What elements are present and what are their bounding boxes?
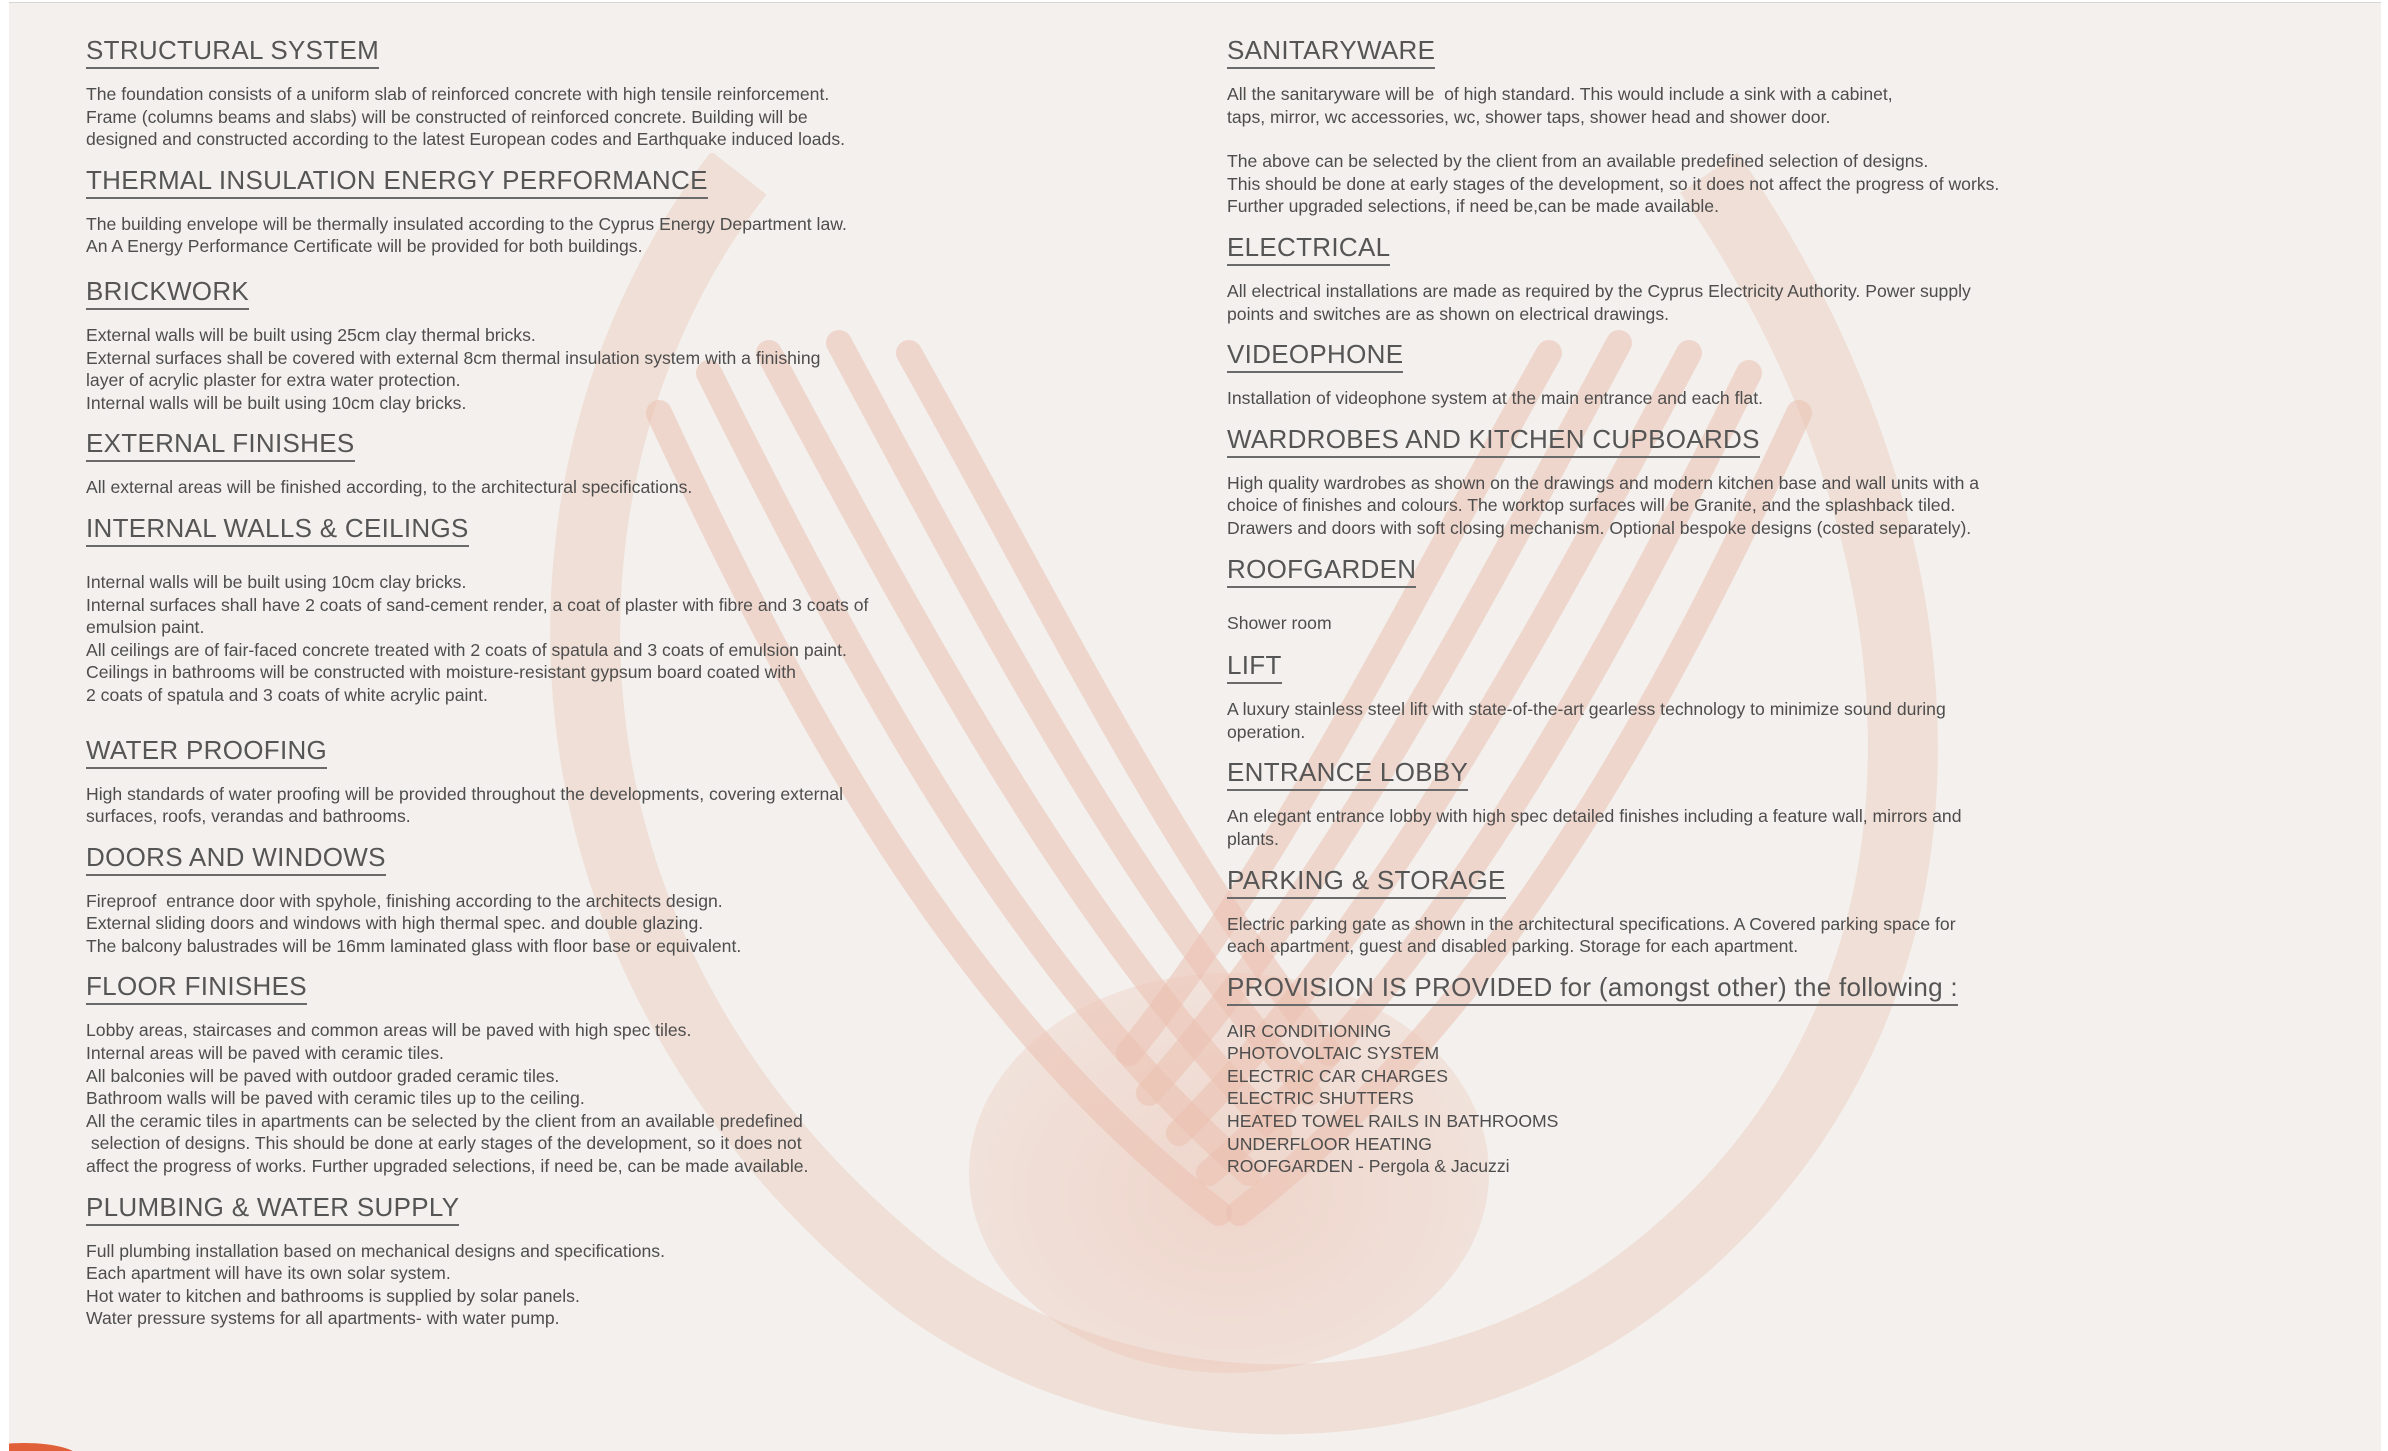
body-line: Ceilings in bathrooms will be constructed with moisture-resistant gypsum board coated with	[86, 662, 796, 683]
section-heading: FLOOR FINISHES	[86, 969, 307, 1005]
body-line: The foundation consists of a uniform slab of reinforced concrete with high tensile reinforcement.	[86, 84, 830, 104]
body-line: plants.	[1227, 828, 1279, 849]
body-line: taps, mirror, wc accessories, wc, shower taps, shower head and shower door.	[1227, 106, 1831, 127]
body-line: Shower room	[1227, 612, 1332, 633]
section-entrance-lobby	[1227, 755, 2347, 850]
body-line	[1227, 128, 2347, 150]
body-line: External walls will be built using 25cm clay thermal bricks.	[86, 324, 536, 345]
section-body	[1227, 913, 2347, 958]
section-parking-storage	[1227, 863, 2347, 958]
section-brickwork	[86, 274, 1186, 414]
section-wardrobes-and-kitchen-cupboards	[1227, 422, 2347, 540]
section-heading: PROVISION IS PROVIDED for (amongst other) the following :	[1227, 970, 1958, 1006]
section-heading: EXTERNAL FINISHES	[86, 426, 355, 462]
section-body	[1227, 472, 2347, 540]
section-body	[1227, 1020, 2347, 1178]
section-thermal-insulation-energy-performance	[86, 163, 1186, 258]
section-videophone	[1227, 337, 2347, 410]
section-heading: ENTRANCE LOBBY	[1227, 755, 1468, 791]
section-external-finishes	[86, 426, 1186, 499]
body-line: operation.	[1227, 721, 1306, 742]
section-water-proofing	[86, 733, 1186, 828]
body-line: Water pressure systems for all apartments- with water pump.	[86, 1308, 560, 1329]
section-heading: WATER PROOFING	[86, 733, 327, 769]
section-body	[1227, 612, 2347, 635]
section-body	[86, 324, 1186, 414]
section-body	[86, 890, 1186, 958]
section-heading: SANITARYWARE	[1227, 33, 1435, 69]
body-line: choice of finishes and colours. The worktop surfaces will be Granite, and the splashback tiled.	[1227, 495, 1956, 516]
body-line: points and switches are as shown on electrical drawings.	[1227, 303, 1670, 324]
body-line: HEATED TOWEL RAILS IN BATHROOMS	[1227, 1111, 1559, 1132]
body-line: ROOFGARDEN - Pergola & Jacuzzi	[1227, 1156, 1510, 1177]
body-line: designed and constructed according to the latest European codes and Earthquake induced loads.	[86, 129, 846, 150]
section-body	[1227, 805, 2347, 850]
section-doors-and-windows	[86, 840, 1186, 958]
body-line: A luxury stainless steel lift with state-of-the-art gearless technology to minimize sound during	[1227, 699, 1946, 720]
body-line: Bathroom walls will be paved with ceramic tiles up to the ceiling.	[86, 1088, 585, 1109]
section-heading: ROOFGARDEN	[1227, 552, 1416, 588]
body-line: UNDERFLOOR HEATING	[1227, 1133, 1432, 1154]
section-body	[86, 783, 1186, 828]
body-line: An elegant entrance lobby with high spec detailed finishes including a feature wall, mirrors and	[1227, 806, 1962, 827]
body-line: Full plumbing installation based on mechanical designs and specifications.	[86, 1240, 665, 1261]
body-line: Drawers and doors with soft closing mechanism. Optional bespoke designs (costed separately).	[1227, 517, 1972, 538]
section-body	[1227, 387, 2347, 410]
body-line: Lobby areas, staircases and common areas will be paved with high spec tiles.	[86, 1020, 692, 1041]
body-line: All electrical installations are made as required by the Cyprus Electricity Authority. Power supply	[1227, 280, 1971, 301]
section-provision-is-provided-for-amongst-other-the-following	[1227, 970, 2347, 1178]
section-heading: VIDEOPHONE	[1227, 337, 1403, 373]
body-line: selection of designs. This should be done at early stages of the development, so it does not	[86, 1133, 802, 1154]
section-body	[1227, 83, 2347, 218]
body-line: High standards of water proofing will be provided throughout the developments, covering external	[86, 783, 843, 804]
body-line: This should be done at early stages of the development, so it does not affect the progress of works.	[1227, 173, 2000, 194]
body-line: The building envelope will be thermally insulated according to the Cyprus Energy Department law.	[86, 213, 847, 234]
section-body	[1227, 698, 2347, 743]
section-structural-system	[86, 33, 1186, 151]
section-body	[86, 83, 1186, 151]
section-body	[1227, 280, 2347, 325]
section-heading: PARKING & STORAGE	[1227, 863, 1506, 899]
body-line: Internal areas will be paved with ceramic tiles.	[86, 1043, 444, 1064]
body-line: Internal walls will be built using 10cm clay bricks.	[86, 392, 467, 413]
body-line: affect the progress of works. Further upgraded selections, if need be, can be made available.	[86, 1156, 809, 1177]
section-roofgarden	[1227, 552, 2347, 635]
body-line: Each apartment will have its own solar system.	[86, 1263, 451, 1284]
section-heading: DOORS AND WINDOWS	[86, 840, 386, 876]
body-line: All ceilings are of fair-faced concrete treated with 2 coats of spatula and 3 coats of emulsion paint.	[86, 639, 847, 660]
body-line: The balcony balustrades will be 16mm laminated glass with floor base or equivalent.	[86, 935, 742, 956]
spec-page	[9, 2, 2381, 1451]
section-body	[86, 213, 1186, 258]
section-body	[86, 476, 1186, 499]
section-heading: ELECTRICAL	[1227, 230, 1390, 266]
section-heading: WARDROBES AND KITCHEN CUPBOARDS	[1227, 422, 1760, 458]
body-line: each apartment, guest and disabled parking. Storage for each apartment.	[1227, 936, 1799, 957]
body-line: ELECTRIC SHUTTERS	[1227, 1088, 1414, 1109]
body-line: All the sanitaryware will be of high standard. This would include a sink with a cabinet,	[1227, 84, 1893, 104]
body-line: External sliding doors and windows with high thermal spec. and double glazing.	[86, 913, 704, 934]
body-line: The above can be selected by the client from an available predefined selection of designs.	[1227, 151, 1929, 172]
section-body	[86, 1019, 1186, 1177]
section-internal-walls-ceilings	[86, 511, 1186, 707]
section-body	[86, 571, 1186, 707]
body-line: All the ceramic tiles in apartments can be selected by the client from an available predefined	[86, 1110, 803, 1131]
body-line: All external areas will be finished according, to the architectural specifications.	[86, 477, 693, 498]
section-lift	[1227, 648, 2347, 743]
section-heading: BRICKWORK	[86, 274, 249, 310]
body-line: High quality wardrobes as shown on the drawings and modern kitchen base and wall units with a	[1227, 472, 1980, 493]
section-body	[86, 1240, 1186, 1330]
body-line: emulsion paint.	[86, 617, 205, 638]
section-heading: LIFT	[1227, 648, 1282, 684]
section-sanitaryware	[1227, 33, 2347, 218]
section-heading: STRUCTURAL SYSTEM	[86, 33, 379, 69]
section-heading: PLUMBING & WATER SUPPLY	[86, 1190, 459, 1226]
body-line: surfaces, roofs, verandas and bathrooms.	[86, 806, 411, 827]
section-heading: THERMAL INSULATION ENERGY PERFORMANCE	[86, 163, 708, 199]
body-line: Internal walls will be built using 10cm clay bricks.	[86, 571, 467, 592]
body-line: Further upgraded selections, if need be,can be made available.	[1227, 196, 1719, 217]
body-line: Frame (columns beams and slabs) will be constructed of reinforced concrete. Building will be	[86, 106, 808, 127]
body-line: Electric parking gate as shown in the architectural specifications. A Covered parking space for	[1227, 913, 1956, 934]
body-line: Fireproof entrance door with spyhole, finishing according to the architects design.	[86, 890, 723, 911]
section-heading: INTERNAL WALLS & CEILINGS	[86, 511, 469, 547]
body-line: Installation of videophone system at the main entrance and each flat.	[1227, 388, 1763, 409]
body-line: ELECTRIC CAR CHARGES	[1227, 1065, 1448, 1086]
body-line: 2 coats of spatula and 3 coats of white acrylic paint.	[86, 684, 488, 705]
body-line: Internal surfaces shall have 2 coats of sand-cement render, a coat of plaster with fibre and 3 coats of	[86, 594, 869, 615]
body-line: External surfaces shall be covered with external 8cm thermal insulation system with a finishing	[86, 347, 821, 368]
left-column	[86, 33, 1186, 1330]
body-line: PHOTOVOLTAIC SYSTEM	[1227, 1043, 1440, 1064]
section-plumbing-water-supply	[86, 1190, 1186, 1330]
right-column	[1227, 33, 2347, 1178]
body-line: All balconies will be paved with outdoor graded ceramic tiles.	[86, 1065, 560, 1086]
section-floor-finishes	[86, 969, 1186, 1177]
section-electrical	[1227, 230, 2347, 325]
body-line: AIR CONDITIONING	[1227, 1020, 1392, 1041]
body-line: layer of acrylic plaster for extra water protection.	[86, 370, 461, 391]
body-line: Hot water to kitchen and bathrooms is supplied by solar panels.	[86, 1285, 580, 1306]
body-line: An A Energy Performance Certificate will be provided for both buildings.	[86, 236, 643, 257]
